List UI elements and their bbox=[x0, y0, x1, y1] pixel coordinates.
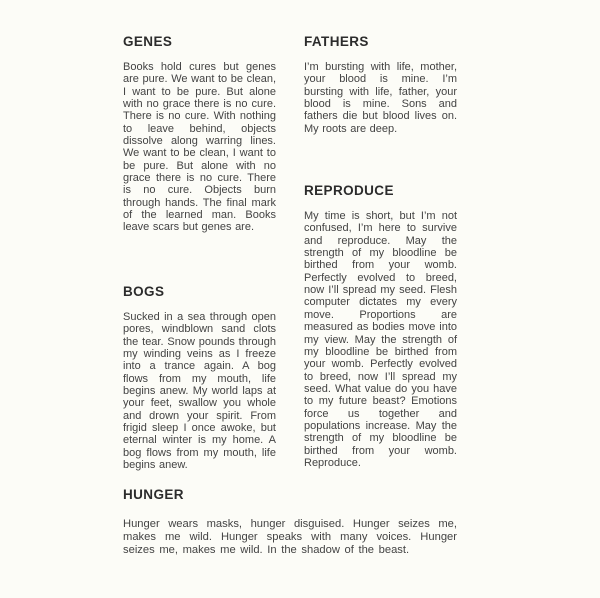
section-title-hunger: HUNGER bbox=[123, 487, 184, 502]
section-title-fathers: FATHERS bbox=[304, 34, 369, 49]
section-title-reproduce: REPRODUCE bbox=[304, 183, 394, 199]
section-body-hunger: Hunger wears masks, hunger disguised. Hunger seizes me, makes me wild. Hunger speaks with many voices. Hunger seizes me, makes me wild. In the shadow of the beast. bbox=[123, 518, 457, 557]
section-body-reproduce: My time is short, but I’m not confused, I’m here to survive and reproduce. May the strength of my bloodline be birthed from your womb. Perfectly evolved to breed, now I’ll spread my seed. Flesh computer dictates my every move. Proportions are measured as bodies move into my view. May the strength of my bloodline be birthed from your womb. Perfectly evolved to breed, now I’ll spread my seed. What value do you have to my future beast? Emotions force us together and populations increase. May the strength of my bloodline be birthed from your womb. Reproduce. bbox=[304, 210, 457, 469]
right-column bbox=[304, 35, 457, 469]
section-body-genes: Books hold cures but genes are pure. We want to be clean, I want to be pure. But alone with no grace there is no cure. There is no cure. With nothing to leave behind, objects dissolve along warring lines. We want to be clean, I want to be pure. But alone with no grace there is no cure. There is no cure. Objects burn through hands. The final mark of the learned man. Books leave scars but genes are. bbox=[123, 61, 276, 234]
hunger-section bbox=[123, 488, 457, 558]
section-body-fathers: I’m bursting with life, mother, your blood is mine. I’m bursting with life, father, your blood is mine. Sons and fathers die but blood lives on. My roots are deep. bbox=[304, 61, 457, 135]
section-title-bogs: BOGS bbox=[123, 283, 165, 299]
left-column bbox=[123, 35, 276, 471]
section-title-genes: GENES bbox=[123, 34, 173, 49]
section-body-bogs: Sucked in a sea through open pores, windblown sand clots the tear. Snow pounds through my winding veins as I freeze into a trance again. A bog flows from my mouth, life begins anew. My world laps at your feet, swallow you whole and drown your spirit. From frigid sleep I once awoke, but eternal winter is my home. A bog flows from my mouth, life begins anew. bbox=[123, 310, 276, 471]
